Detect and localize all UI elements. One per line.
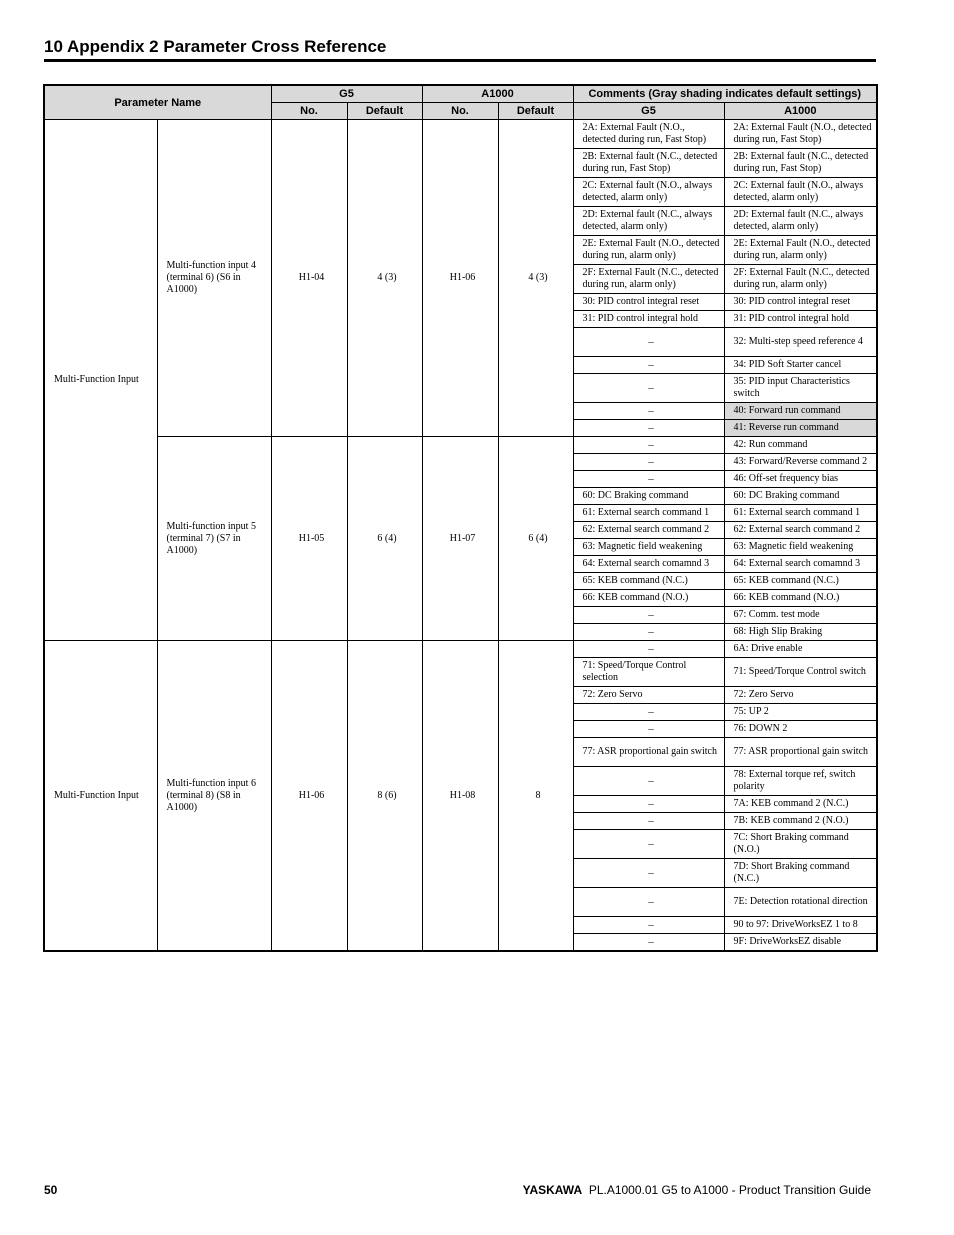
- g5-default-cell: 6 (4): [347, 437, 422, 641]
- g5-default-cell: 8 (6): [347, 641, 422, 952]
- comment-a1000-cell: 2E: External Fault (N.O., detected during run, alarm only): [724, 236, 877, 265]
- category-cell: Multi-Function Input: [44, 641, 157, 952]
- page-number: 50: [44, 1183, 58, 1197]
- comment-a1000-cell: 40: Forward run command: [724, 403, 877, 420]
- comment-g5-cell: –: [573, 420, 724, 437]
- comment-g5-cell: –: [573, 624, 724, 641]
- comment-g5-cell: –: [573, 357, 724, 374]
- g5-no-cell: H1-05: [271, 437, 347, 641]
- comment-a1000-cell: 32: Multi-step speed reference 4: [724, 328, 877, 357]
- table-row: [44, 120, 877, 149]
- comment-g5-cell: –: [573, 796, 724, 813]
- comment-a1000-cell: 60: DC Braking command: [724, 488, 877, 505]
- comment-g5-cell: 62: External search command 2: [573, 522, 724, 539]
- comment-g5-cell: –: [573, 813, 724, 830]
- table-row: [44, 641, 877, 658]
- comment-a1000-cell: 7A: KEB command 2 (N.C.): [724, 796, 877, 813]
- comment-g5-cell: –: [573, 888, 724, 917]
- comment-g5-cell: –: [573, 830, 724, 859]
- comment-a1000-cell: 62: External search command 2: [724, 522, 877, 539]
- comment-a1000-cell: 34: PID Soft Starter cancel: [724, 357, 877, 374]
- comment-g5-cell: 71: Speed/Torque Control selection: [573, 658, 724, 687]
- comment-a1000-cell: 35: PID input Characteristics switch: [724, 374, 877, 403]
- footer-doc-title: [523, 1183, 871, 1197]
- comment-g5-cell: –: [573, 721, 724, 738]
- comment-g5-cell: –: [573, 934, 724, 952]
- comment-g5-cell: –: [573, 641, 724, 658]
- comment-g5-cell: –: [573, 704, 724, 721]
- comment-a1000-cell: 2A: External Fault (N.O., detected during run, Fast Stop): [724, 120, 877, 149]
- comment-a1000-cell: 76: DOWN 2: [724, 721, 877, 738]
- comment-g5-cell: 61: External search command 1: [573, 505, 724, 522]
- comment-g5-cell: 63: Magnetic field weakening: [573, 539, 724, 556]
- title-rule: [44, 59, 876, 62]
- header-a1000-no: No.: [422, 103, 498, 120]
- comment-a1000-cell: 63: Magnetic field weakening: [724, 539, 877, 556]
- comment-g5-cell: –: [573, 917, 724, 934]
- header-comments: Comments (Gray shading indicates default settings): [573, 85, 877, 103]
- header-g5-no: No.: [271, 103, 347, 120]
- comment-g5-cell: –: [573, 607, 724, 624]
- page-title: 10 Appendix 2 Parameter Cross Reference: [44, 37, 387, 56]
- comment-a1000-cell: 41: Reverse run command: [724, 420, 877, 437]
- comment-a1000-cell: 2B: External fault (N.C., detected during run, Fast Stop): [724, 149, 877, 178]
- a1000-default-cell: 4 (3): [498, 120, 573, 437]
- comment-a1000-cell: 71: Speed/Torque Control switch: [724, 658, 877, 687]
- comment-g5-cell: 2C: External fault (N.O., always detected, alarm only): [573, 178, 724, 207]
- comment-a1000-cell: 2F: External Fault (N.C., detected during run, alarm only): [724, 265, 877, 294]
- comment-a1000-cell: 72: Zero Servo: [724, 687, 877, 704]
- comment-g5-cell: 2B: External fault (N.C., detected during run, Fast Stop): [573, 149, 724, 178]
- comment-a1000-cell: 42: Run command: [724, 437, 877, 454]
- comment-g5-cell: –: [573, 403, 724, 420]
- header-a1000-default: Default: [498, 103, 573, 120]
- comment-a1000-cell: 90 to 97: DriveWorksEZ 1 to 8: [724, 917, 877, 934]
- comment-a1000-cell: 78: External torque ref, switch polarity: [724, 767, 877, 796]
- comment-g5-cell: 30: PID control integral reset: [573, 294, 724, 311]
- comment-a1000-cell: 9F: DriveWorksEZ disable: [724, 934, 877, 952]
- table-body: [44, 120, 877, 952]
- param-name-cell: Multi-function input 6 (terminal 8) (S8 in A1000): [157, 641, 271, 952]
- comment-g5-cell: 64: External search comamnd 3: [573, 556, 724, 573]
- comment-g5-cell: 31: PID control integral hold: [573, 311, 724, 328]
- a1000-no-cell: H1-08: [422, 641, 498, 952]
- comment-g5-cell: 77: ASR proportional gain switch: [573, 738, 724, 767]
- header-parameter-name: Parameter Name: [44, 85, 271, 120]
- header-a1000: A1000: [422, 85, 573, 103]
- brand-name: YASKAWA: [522, 1183, 583, 1197]
- comment-a1000-cell: 68: High Slip Braking: [724, 624, 877, 641]
- g5-default-cell: 4 (3): [347, 120, 422, 437]
- comment-a1000-cell: 7E: Detection rotational direction: [724, 888, 877, 917]
- comment-g5-cell: 66: KEB command (N.O.): [573, 590, 724, 607]
- a1000-no-cell: H1-07: [422, 437, 498, 641]
- comment-a1000-cell: 75: UP 2: [724, 704, 877, 721]
- comment-a1000-cell: 64: External search comamnd 3: [724, 556, 877, 573]
- comment-a1000-cell: 77: ASR proportional gain switch: [724, 738, 877, 767]
- comment-a1000-cell: 61: External search command 1: [724, 505, 877, 522]
- comment-g5-cell: –: [573, 767, 724, 796]
- comment-a1000-cell: 2D: External fault (N.C., always detected, alarm only): [724, 207, 877, 236]
- comment-a1000-cell: 6A: Drive enable: [724, 641, 877, 658]
- comment-g5-cell: 2D: External fault (N.C., always detected, alarm only): [573, 207, 724, 236]
- comment-g5-cell: –: [573, 471, 724, 488]
- header-comments-g5: G5: [573, 103, 724, 120]
- header-g5: G5: [271, 85, 422, 103]
- comment-g5-cell: –: [573, 437, 724, 454]
- table-row: [44, 437, 877, 454]
- comment-g5-cell: 2A: External Fault (N.O., detected during run, Fast Stop): [573, 120, 724, 149]
- param-name-cell: Multi-function input 4 (terminal 6) (S6 in A1000): [157, 120, 271, 437]
- comment-g5-cell: –: [573, 454, 724, 471]
- comment-a1000-cell: 2C: External fault (N.O., always detected, alarm only): [724, 178, 877, 207]
- a1000-no-cell: H1-06: [422, 120, 498, 437]
- comment-a1000-cell: 65: KEB command (N.C.): [724, 573, 877, 590]
- parameter-cross-reference-table: [43, 84, 878, 952]
- comment-g5-cell: –: [573, 374, 724, 403]
- param-name-cell: Multi-function input 5 (terminal 7) (S7 in A1000): [157, 437, 271, 641]
- comment-g5-cell: 2F: External Fault (N.C., detected during run, alarm only): [573, 265, 724, 294]
- comment-g5-cell: 65: KEB command (N.C.): [573, 573, 724, 590]
- comment-a1000-cell: 7D: Short Braking command (N.C.): [724, 859, 877, 888]
- comment-a1000-cell: 7C: Short Braking command (N.O.): [724, 830, 877, 859]
- comment-g5-cell: –: [573, 859, 724, 888]
- comment-a1000-cell: 43: Forward/Reverse command 2: [724, 454, 877, 471]
- a1000-default-cell: 6 (4): [498, 437, 573, 641]
- g5-no-cell: H1-06: [271, 641, 347, 952]
- comment-a1000-cell: 7B: KEB command 2 (N.O.): [724, 813, 877, 830]
- header-comments-a1000: A1000: [724, 103, 877, 120]
- comment-a1000-cell: 46: Off-set frequency bias: [724, 471, 877, 488]
- comment-a1000-cell: 31: PID control integral hold: [724, 311, 877, 328]
- comment-a1000-cell: 66: KEB command (N.O.): [724, 590, 877, 607]
- header-g5-default: Default: [347, 103, 422, 120]
- comment-g5-cell: –: [573, 328, 724, 357]
- comment-g5-cell: 72: Zero Servo: [573, 687, 724, 704]
- g5-no-cell: H1-04: [271, 120, 347, 437]
- comment-a1000-cell: 67: Comm. test mode: [724, 607, 877, 624]
- document-name: PL.A1000.01 G5 to A1000 - Product Transition Guide: [588, 1183, 871, 1197]
- a1000-default-cell: 8: [498, 641, 573, 952]
- comment-g5-cell: 60: DC Braking command: [573, 488, 724, 505]
- comment-g5-cell: 2E: External Fault (N.O., detected during run, alarm only): [573, 236, 724, 265]
- comment-a1000-cell: 30: PID control integral reset: [724, 294, 877, 311]
- category-cell: Multi-Function Input: [44, 120, 157, 641]
